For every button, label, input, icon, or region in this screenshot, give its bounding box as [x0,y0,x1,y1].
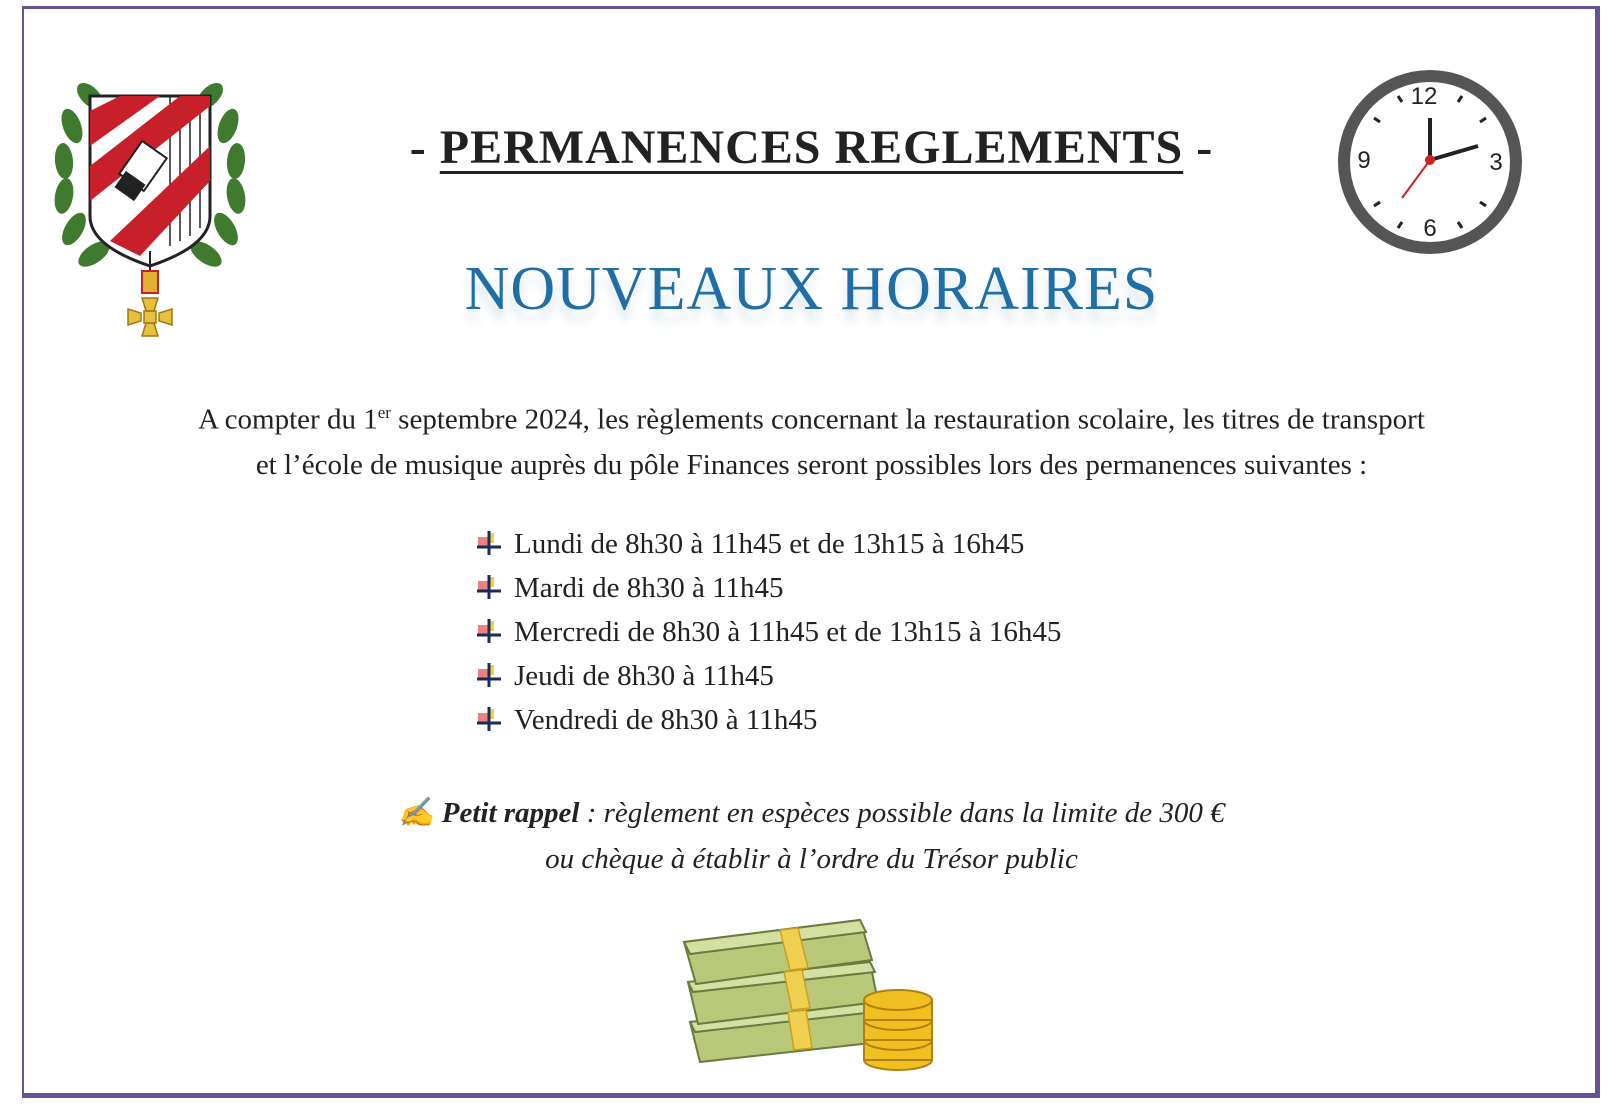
reminder-text-1: : règlement en espèces possible dans la limite de 300 € [579,797,1225,829]
intro-text-rest: septembre 2024, les règlements concernant la restauration scolaire, les titres de transport [390,403,1425,436]
writing-hand-icon: ✍ [398,797,442,829]
list-item [474,654,1061,698]
intro-text-start: A compter du 1 [198,403,378,436]
reminder-text-2: ou chèque à établir à l’ordre du Trésor public [545,843,1078,875]
schedule-text: Mercredi de 8h30 à 11h45 et de 13h15 à 16h45 [514,616,1062,648]
schedule-list [474,522,1061,742]
intro-paragraph [0,390,1623,488]
clock-number-3: 3 [1489,149,1503,176]
clock-number-12: 12 [1410,83,1438,110]
arrow-bullet-icon [474,573,504,603]
title-prefix: - [409,121,440,174]
arrow-bullet-icon [474,529,504,559]
money-icon [680,912,950,1077]
clock-number-6: 6 [1423,215,1437,242]
list-item [474,566,1061,610]
clock-number-9: 9 [1357,147,1371,174]
schedule-text: Jeudi de 8h30 à 11h45 [514,660,774,692]
schedule-text: Mardi de 8h30 à 11h45 [514,572,784,604]
intro-superscript: er [377,403,391,422]
list-item [474,698,1061,742]
intro-line-2: et l’école de musique auprès du pôle Finances seront possibles lors des permanences suivantes : [255,448,1368,481]
reminder-label: Petit rappel [441,797,580,829]
arrow-bullet-icon [474,617,504,647]
title-suffix: - [1183,121,1214,174]
list-item [474,522,1061,566]
page-title [0,120,1623,175]
list-item [474,610,1061,654]
reminder-note [0,790,1623,882]
arrow-bullet-icon [474,661,504,691]
schedule-text: Lundi de 8h30 à 11h45 et de 13h15 à 16h45 [514,528,1025,560]
page-subtitle: NOUVEAUX HORAIRES [464,255,1159,323]
schedule-text: Vendredi de 8h30 à 11h45 [514,704,818,736]
arrow-bullet-icon [474,705,504,735]
title-text: PERMANENCES REGLEMENTS [439,121,1184,174]
